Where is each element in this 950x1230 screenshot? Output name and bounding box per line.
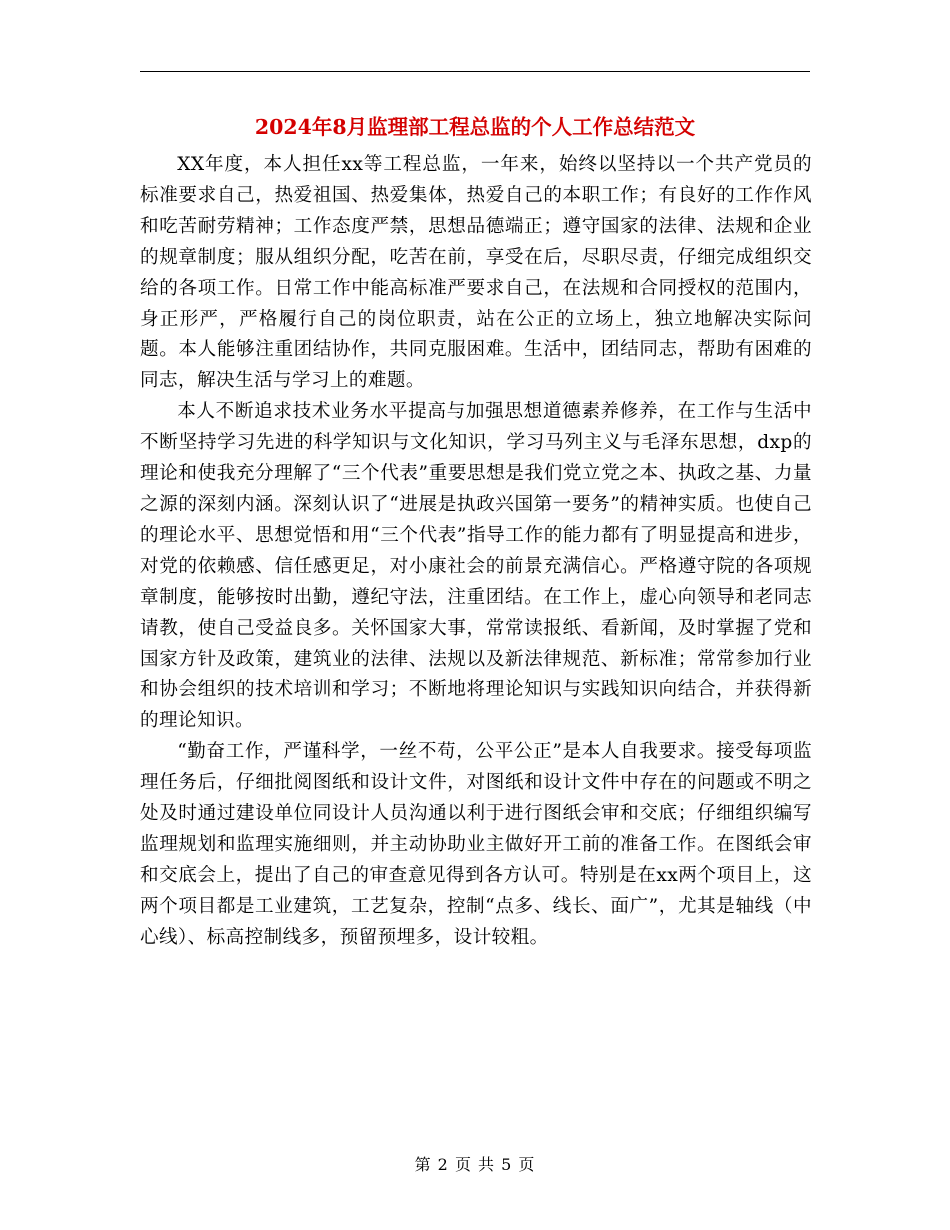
body-paragraph-1: XX年度，本人担任xx等工程总监，一年来，始终以坚持以一个共产党员的标准要求自己，热爱祖国、热爱集体，热爱自己的本职工作；有良好的工作作风和吃苦耐劳精神；工作态度严禁，思想品德端正；遵守国家的法律、法规和企业的规章制度；服从组织分配，吃苦在前，享受在后，尽职尽责，仔细完成组织交给的各项工作。日常工作中能高标准严要求自己，在法规和合同授权的范围内，身正形严，严格履行自己的岗位职责，站在公正的立场上，独立地解决实际问题。本人能够注重团结协作，共同克服困难。生活中，团结同志，帮助有困难的同志，解决生活与学习上的难题。 [140,154,812,392]
body-paragraph-2: 本人不断追求技术业务水平提高与加强思想道德素养修养，在工作与生活中不断坚持学习先进的科学知识与文化知识，学习马列主义与毛泽东思想，dxp的理论和使我充分理解了“三个代表”重要思想是我们党立党之本、执政之基、力量之源的深刻内涵。深刻认识了“进展是执政兴国第一要务”的精神实质。也使自己的理论水平、思想觉悟和用“三个代表”指导工作的能力都有了明显提高和进步，对党的依赖感、信任感更足，对小康社会的前景充满信心。严格遵守院的各项规章制度，能够按时出勤，遵纪守法，注重团结。在工作上，虚心向领导和老同志请教，使自己受益良多。关怀国家大事，常常读报纸、看新闻，及时掌握了党和国家方针及政策，建筑业的法律、法规以及新法律规范、新标准；常常参加行业和协会组织的技术培训和学习；不断地将理论知识与实践知识向结合，并获得新的理论知识。 [140,401,812,732]
document-body [140,150,812,954]
document-title: 2024年8月监理部工程总监的个人工作总结范文 [254,115,696,139]
page-number-footer: 第 2 页 共 5 页 [414,1155,536,1174]
header-rule [140,71,810,72]
body-paragraph-3: “勤奋工作，严谨科学，一丝不苟，公平公正”是本人自我要求。接受每项监理任务后，仔细批阅图纸和设计文件，对图纸和设计文件中存在的问题或不明之处及时通过建设单位同设计人员沟通以利于进行图纸会审和交底；仔细组织编写监理规划和监理实施细则，并主动协助业主做好开工前的准备工作。在图纸会审和交底会上，提出了自己的审查意见得到各方认可。特别是在xx两个项目上，这两个项目都是工业建筑，工艺复杂，控制“点多、线长、面广”，尤其是轴线（中心线）、标高控制线多，预留预埋多，设计较粗。 [140,741,812,948]
